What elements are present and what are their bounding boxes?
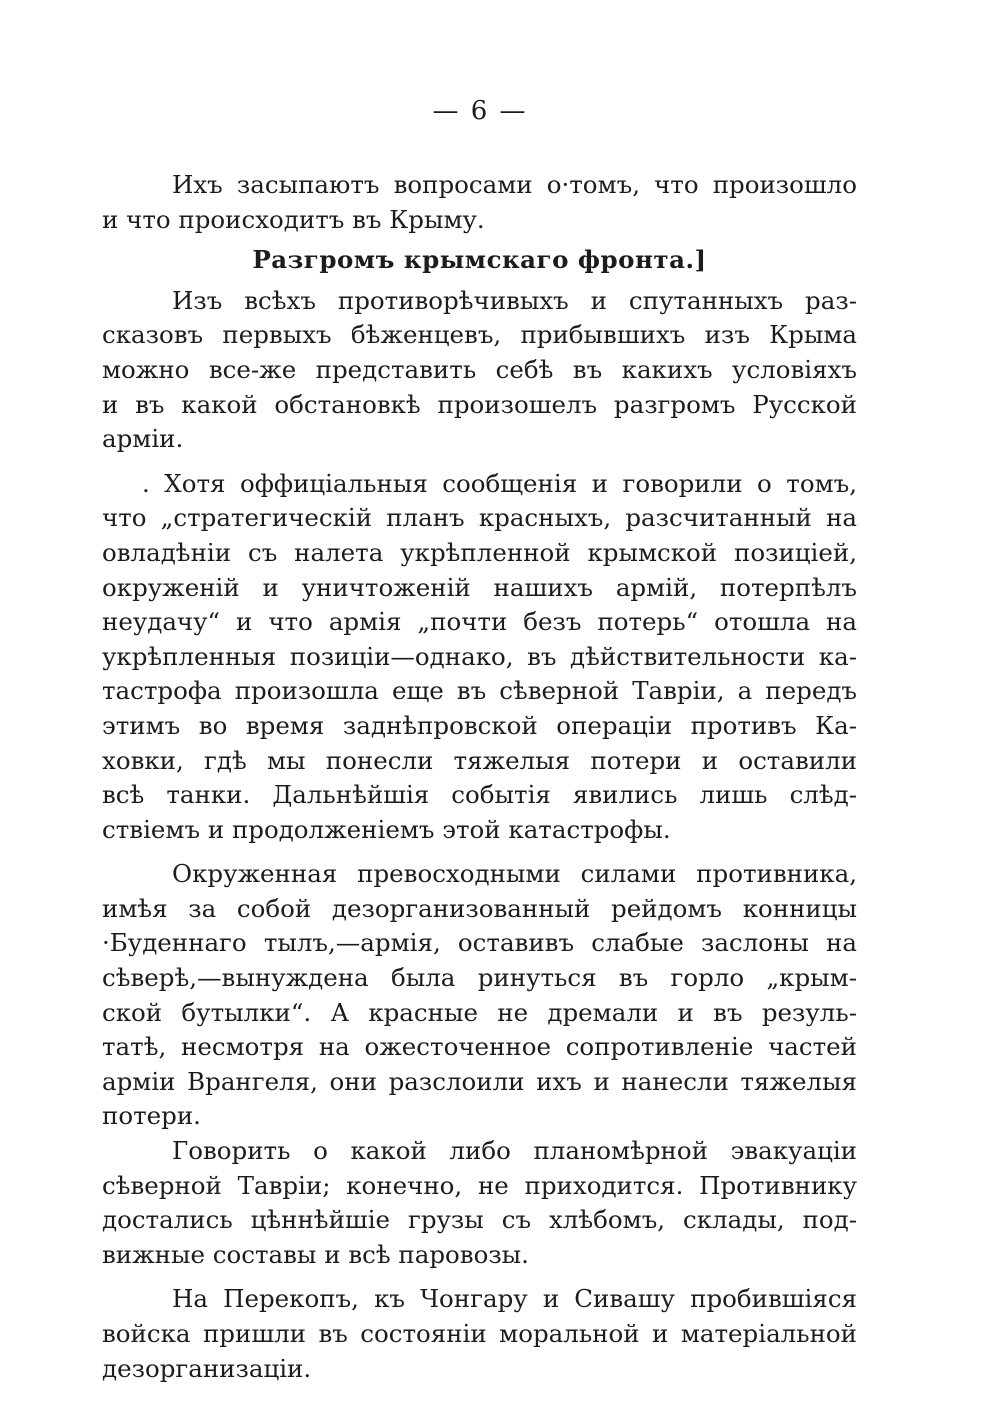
paragraph (102, 284, 857, 457)
text-line: что „стратегическій планъ красныхъ, разсчитанный на (102, 503, 857, 533)
text-line: потери. (102, 1101, 201, 1131)
text-line: арміи. (102, 424, 184, 454)
text-line: Ихъ засыпаютъ вопросами о·томъ, что произошло (172, 170, 857, 199)
text-line: можно все-же представить себѣ въ какихъ условіяхъ (102, 354, 857, 384)
text-line: окруженій и уничтоженій нашихъ армій, потерпѣлъ (102, 572, 857, 602)
paragraph (102, 1282, 857, 1386)
paragraph (102, 1134, 857, 1272)
text-line: ховки, гдѣ мы понесли тяжелыя потери и оставили (102, 745, 857, 775)
text-line: татѣ, несмотря на ожесточенное сопротивленіе частей (102, 1032, 857, 1062)
text-line: этимъ во время заднѣпровской операціи противъ Ка- (102, 710, 857, 740)
text-line: сказовъ первыхъ бѣженцевъ, прибывшихъ изъ Крыма (102, 320, 857, 350)
page-number: — 6 — (432, 96, 528, 126)
text-line: ствіемъ и продолженіемъ этой катастрофы. (102, 814, 671, 844)
text-line: ·Буденнаго тылъ,—армія, оставивъ слабые заслоны на (102, 928, 857, 958)
text-line: сѣверной Тавріи; конечно, не приходится. Противнику (102, 1170, 857, 1200)
paragraph (102, 467, 857, 848)
text-line: сѣверѣ,—вынуждена была ринуться въ горло „крым- (102, 963, 857, 993)
text-line: Говорить о какой либо планомѣрной эвакуаціи (172, 1136, 857, 1166)
text-line: . Хотя оффиціальныя сообщенія и говорили о томъ, (142, 468, 857, 498)
text-line: и что происходитъ въ Крыму. (102, 204, 485, 234)
body-text (102, 168, 857, 1386)
text-line: арміи Врангеля, они разслоили ихъ и нанесли тяжелыя (102, 1066, 857, 1096)
text-line: неудачу“ и что армія „почти безъ потерь“ отошла на (102, 607, 857, 637)
text-line: и въ какой обстановкѣ произошелъ разгромъ Русской (102, 389, 857, 419)
text-line: достались цѣннѣйшіе грузы съ хлѣбомъ, склады, под- (102, 1205, 857, 1235)
section-heading: Разгромъ крымскаго фронта.] (252, 245, 707, 275)
text-line: тастрофа произошла еще въ сѣверной Тавріи, а передъ (102, 676, 857, 706)
paragraph (102, 857, 857, 1134)
text-line: дезорганизаціи. (102, 1353, 312, 1383)
text-line: укрѣпленныя позиціи—однако, въ дѣйствительности ка- (102, 641, 857, 671)
text-line: Окруженная превосходными силами противника, (172, 859, 857, 889)
text-line: всѣ танки. Дальнѣйшія событія явились лишь слѣд- (102, 780, 857, 810)
text-line: ской бутылки“. А красные не дремали и въ резуль- (102, 997, 857, 1027)
text-line: войска пришли въ состояніи моральной и матеріальной (102, 1319, 857, 1348)
text-line: На Перекопъ, къ Чонгару и Сивашу пробившіяся (172, 1284, 857, 1314)
text-line: Изъ всѣхъ противорѣчивыхъ и спутанныхъ раз- (172, 285, 857, 315)
text-line: овладѣніи съ налета укрѣпленной крымской позиціей, (102, 537, 857, 567)
paragraph (102, 168, 857, 237)
text-line: вижные составы и всѣ паровозы. (102, 1239, 529, 1269)
text-line: имѣя за собой дезорганизованный рейдомъ конницы (102, 893, 857, 923)
